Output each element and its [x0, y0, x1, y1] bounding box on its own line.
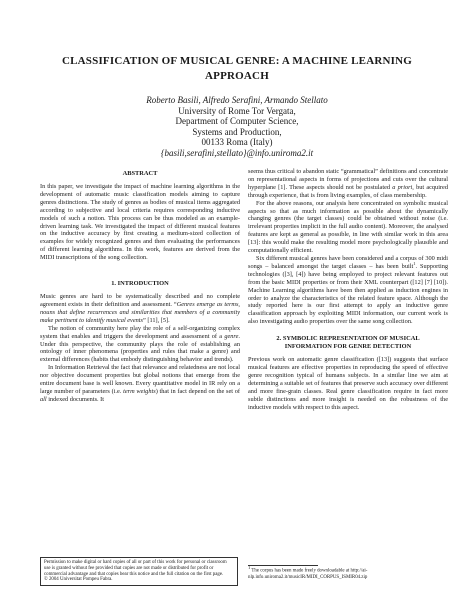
- footnote: [248, 565, 448, 581]
- footnote-marker: 1: [413, 260, 416, 266]
- author-email: {basili,serafini,stellato}@info.uniroma2.it: [160, 147, 314, 158]
- section-2-paragraph: Previous work on automatic genre classification ([13]) suggests that surface musical features are effective properties in reproducing the speed of effective genre recognition typical of humans subjects. In a similar line we aim at determining a suitable set of features that preserve such accuracy over different and more fine-grain classes. Real genre classification require in fact more subtle distinctions and more insight is needed on the robustness of the inductive models with respect to this aspect.: [248, 356, 448, 411]
- copyright-line: © 2004 Universitat Pompeu Fabra.: [44, 577, 113, 583]
- intro-paragraph-2: The notion of community here play the role of a self-organizing complex system that enables and triggers the development and assessment of a genre. Under this perspective, the community plays the role of establishing an ontology of inner phenomena (properties and rules that make a genre) and external differences (habits that embody distinguishing behavior and trends).: [40, 324, 240, 364]
- affiliation-line-2: Department of Computer Science,: [175, 116, 299, 127]
- permission-text: Permission to make digital or hard copies of all or part of this work for personal or classroom use is granted without fee provided that copies are not made or distributed for profit or commercial advantage and that copies bear this notice and the full citation on the first page.: [44, 560, 227, 577]
- author-block: [60, 95, 414, 159]
- left-column: [40, 170, 240, 404]
- intro-paragraph-3: In Information Retrieval the fact that relevance and relatedness are not local nor objective document properties but global notions that emerge from the entire document base is well known. Every quantitative model in IR rely on a large number of parameters (i.e. term weights) that in fact depend on the set of all indexed documents. It: [40, 364, 241, 403]
- author-names: Roberto Basili, Alfredo Serafini, Armando Stellato: [146, 95, 328, 105]
- paper-title: [40, 54, 434, 84]
- permission-box: [40, 557, 238, 586]
- right-paragraph-3: Six different musical genres have been considered and a corpus of 300 midi songs – balanced amongst the target classes – has been built$^1$. Supporting technologies ([3], [4]) have being employed to project relevant features out from the basic MIDI properties or from their XML counterpart ([12] [7] [10]). Machine Learning algorithms have been then applied as induction engines in order to analyze the characteristics of the related feature space. Although the study reported here is our first attempt to apply an inductive genre classification approach by exploiting MIDI information, our current work is also investigating audio properties over the same song collection.: [248, 254, 448, 326]
- footnote-rule: [248, 565, 318, 566]
- affiliation-line-3: Systems and Production,: [192, 126, 282, 137]
- intro-paragraph-1: Music genres are hard to be systematically described and no complete agreement exists in their definition and assessment. “Genres emerge as terms, nouns that define recurrences and similarities that members of a community make pertinent to identify musical events” [11], [5].: [40, 293, 240, 324]
- title-line-2: APPROACH: [205, 70, 269, 82]
- abstract-text: In this paper, we investigate the impact of machine learning algorithms in the development of automatic music classification models aiming to capture genres distinctions. The study of genres as bodies of musical items aggregated according to subjective and local criteria requires corresponding inductive models of such a notion. This process can be thus modeled as an example-driven learning task. We investigated the impact of different musical features on the inductive accuracy by first creating a medium-sized collection of examples for widely recognized genres and then evaluating the performances of different learning algorithms. In this work, features are derived from the MIDI transcriptions of the song collection.: [40, 183, 240, 262]
- intro-heading: 1. INTRODUCTION: [111, 280, 169, 288]
- footnote-text: The corpus has been made freely downloadable at http://ai-nlp.info.uniroma2.it/musicIR/MIDI_CORPUS_ISMIR04.zip: [248, 568, 368, 580]
- footnote-number: 1: [248, 565, 251, 570]
- title-line-1: CLASSIFICATION OF MUSICAL GENRE: A MACHINE LEARNING: [61, 55, 413, 67]
- abstract-heading: ABSTRACT: [122, 170, 158, 177]
- right-paragraph-1: seems thus critical to abandon static “grammatical” definitions and concentrate on representational aspects in forms of projections and cuts over the cultural hyperplane [1]. These aspects should not be postulated a priori, but acquired through experience, that is from living examples, of class membership.: [248, 168, 448, 199]
- section-2-heading: 2. SYMBOLIC REPRESENTATION OF MUSICAL INFORMATION FOR GENRE DETECTION: [276, 335, 420, 351]
- affiliation-line-4: 00133 Roma (Italy): [201, 137, 273, 148]
- right-paragraph-2: For the above reasons, our analysis here concentrated on symbolic musical aspects so that as much information as possible about the dynamically changing genres (the target classes) could be obtained without noise (i.e. irrelevant properties implicit in the full audio content). Moreover, the analysed features are kept as general as possible, in line with similar work in this area [13]: this would make the resulting model more psychologically plausible and computationally efficient.: [248, 199, 448, 255]
- affiliation-line-1: University of Rome Tor Vergata,: [178, 105, 296, 116]
- right-column: [248, 168, 448, 411]
